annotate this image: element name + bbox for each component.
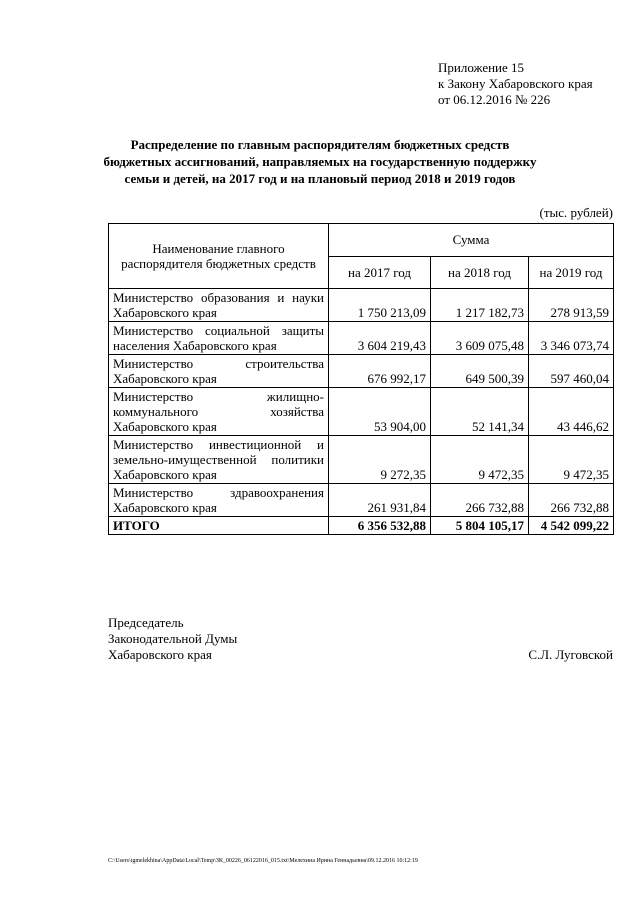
column-header-name: Наименование главного распорядителя бюджетных средств <box>109 224 329 289</box>
signature-line-2: Законодательной Думы <box>108 631 238 646</box>
appendix-line-3: от 06.12.2016 № 226 <box>438 92 551 107</box>
budget-table <box>108 223 614 535</box>
appendix-block <box>438 60 593 108</box>
column-header-2019: на 2019 год <box>529 256 614 289</box>
table-row <box>109 484 614 517</box>
row-value-2018: 52 141,34 <box>431 388 529 436</box>
title-line-1: Распределение по главным распорядителям бюджетных средств <box>130 137 510 152</box>
table-row <box>109 436 614 484</box>
row-value-2017: 9 272,35 <box>329 436 431 484</box>
column-header-2017: на 2017 год <box>329 256 431 289</box>
row-value-2017: 1 750 213,09 <box>329 289 431 322</box>
total-value-2018: 5 804 105,17 <box>431 517 529 535</box>
row-value-2019: 9 472,35 <box>529 436 614 484</box>
table-row <box>109 289 614 322</box>
column-header-2018: на 2018 год <box>431 256 529 289</box>
row-value-2019: 597 460,04 <box>529 355 614 388</box>
row-value-2018: 266 732,88 <box>431 484 529 517</box>
title-line-2: бюджетных ассигнований, направляемых на государственную поддержку <box>103 154 537 169</box>
row-name: Министерство строительства Хабаровского края <box>109 355 329 388</box>
row-value-2019: 3 346 073,74 <box>529 322 614 355</box>
row-name: Министерство социальной защиты населения Хабаровского края <box>109 322 329 355</box>
appendix-line-2: к Закону Хабаровского края <box>438 76 593 91</box>
units-label: (тыс. рублей) <box>539 205 613 220</box>
row-value-2018: 3 609 075,48 <box>431 322 529 355</box>
row-name: Министерство жилищно-коммунального хозяйства Хабаровского края <box>109 388 329 436</box>
row-value-2019: 266 732,88 <box>529 484 614 517</box>
row-value-2017: 53 904,00 <box>329 388 431 436</box>
table-row <box>109 322 614 355</box>
row-value-2019: 43 446,62 <box>529 388 614 436</box>
appendix-line-1: Приложение 15 <box>438 60 525 75</box>
signature-line-1: Председатель <box>108 615 184 630</box>
row-value-2019: 278 913,59 <box>529 289 614 322</box>
row-name: Министерство образования и науки Хабаровского края <box>109 289 329 322</box>
row-value-2018: 1 217 182,73 <box>431 289 529 322</box>
row-name: Министерство инвестиционной и земельно-имущественной политики Хабаровского края <box>109 436 329 484</box>
column-header-sum: Сумма <box>329 224 614 257</box>
row-value-2017: 676 992,17 <box>329 355 431 388</box>
total-row <box>109 517 614 535</box>
signature-block <box>108 615 613 663</box>
row-name: Министерство здравоохранения Хабаровского края <box>109 484 329 517</box>
title-line-3: семьи и детей, на 2017 год и на плановый период 2018 и 2019 годов <box>124 171 516 186</box>
row-value-2017: 3 604 219,43 <box>329 322 431 355</box>
total-value-2019: 4 542 099,22 <box>529 517 614 535</box>
row-value-2018: 649 500,39 <box>431 355 529 388</box>
total-value-2017: 6 356 532,88 <box>329 517 431 535</box>
signature-line-3: Хабаровского края <box>108 647 212 662</box>
document-title <box>100 136 540 187</box>
signatory-name: С.Л. Луговской <box>528 647 613 662</box>
table-row <box>109 355 614 388</box>
file-path-footer: C:\Users\igmelekhina\AppData\Local\Temp\ЗК_00226_06122016_015.txt\Мелехина Ирина Геннадьевна\09.12.2016 10:12:19 <box>108 858 418 864</box>
table-header-row <box>109 224 614 257</box>
row-value-2017: 261 931,84 <box>329 484 431 517</box>
row-value-2018: 9 472,35 <box>431 436 529 484</box>
table-row <box>109 388 614 436</box>
total-label: ИТОГО <box>109 517 329 535</box>
